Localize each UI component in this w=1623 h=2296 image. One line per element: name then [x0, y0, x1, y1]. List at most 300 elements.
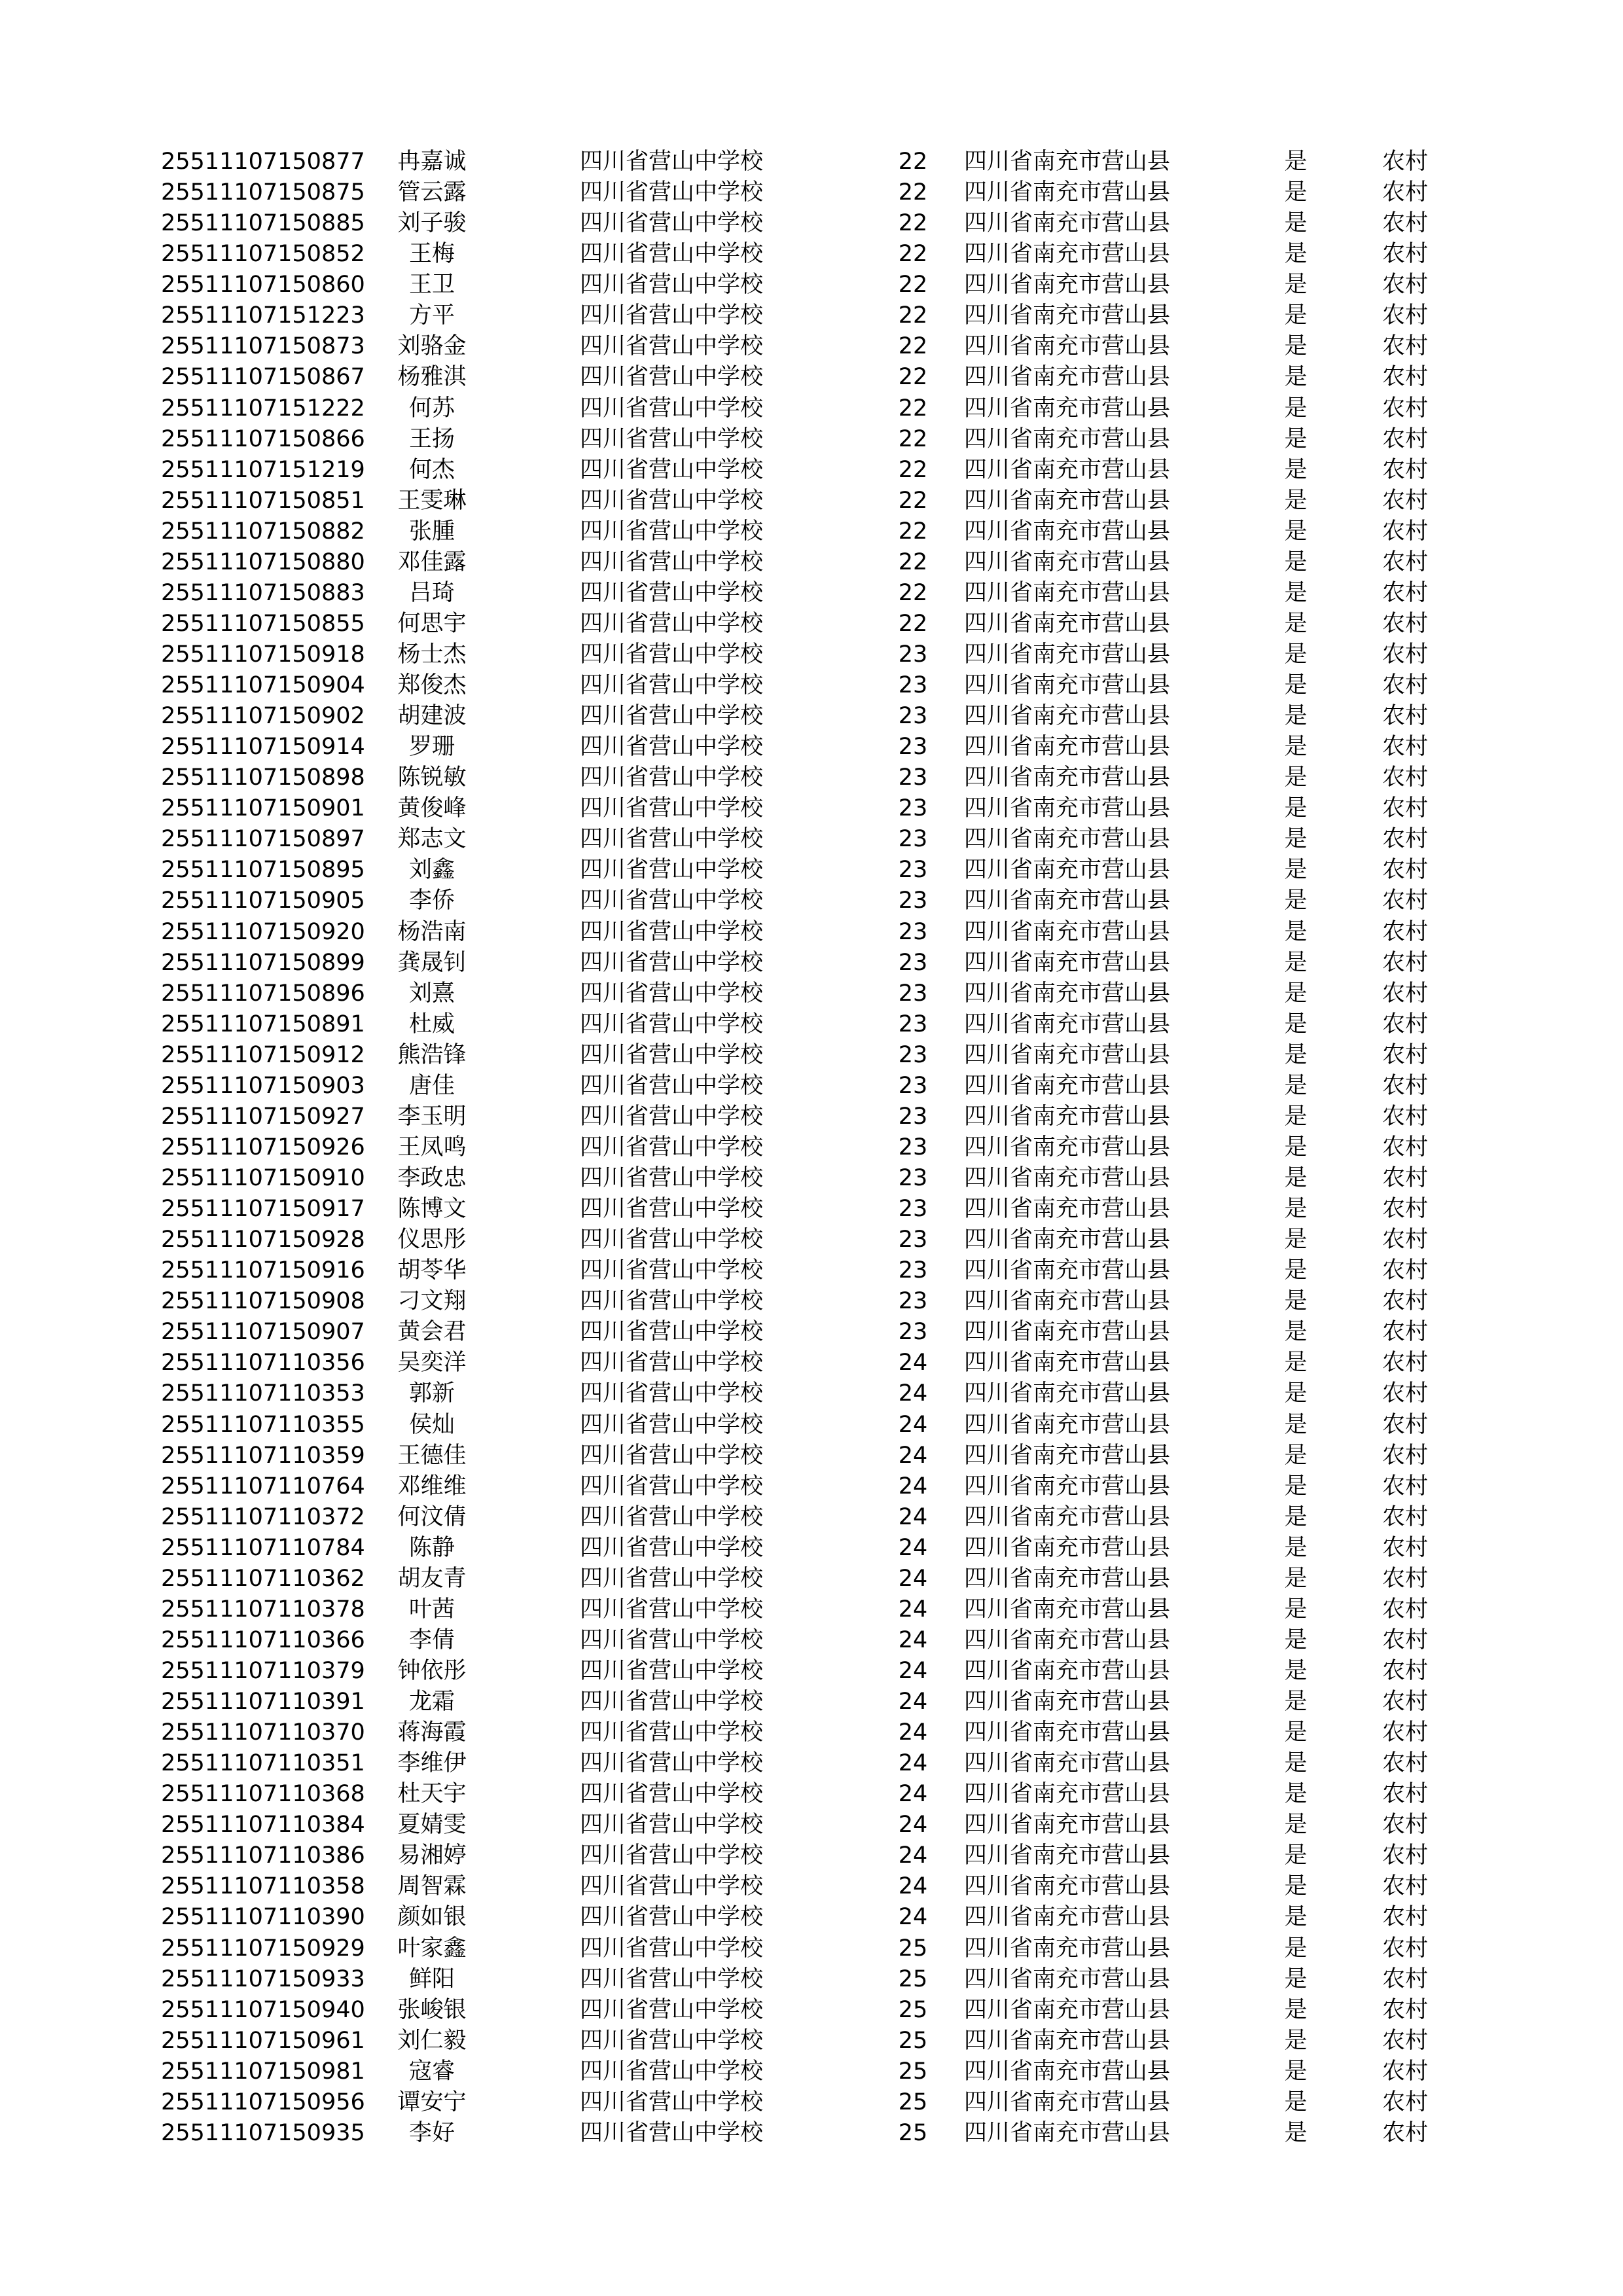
- row-school-cell: 四川省营山中学校: [580, 1534, 764, 1561]
- row-name-cell: 杨士杰: [397, 641, 467, 668]
- row-school-cell: 四川省营山中学校: [580, 1442, 764, 1469]
- row-id-cell: 25511107150926: [161, 1134, 365, 1160]
- row-name-cell: 易湘婷: [397, 1842, 467, 1869]
- row-name-cell: 吴奕洋: [397, 1350, 467, 1376]
- row-area-cell: 农村: [1382, 2058, 1429, 2085]
- row-name-cell: 陈静: [408, 1534, 455, 1561]
- row-area-cell: 农村: [1382, 949, 1429, 976]
- row-id-cell: 25511107150940: [161, 1996, 365, 2023]
- row-school-cell: 四川省营山中学校: [580, 1103, 764, 1130]
- row-region-cell: 四川省南充市营山县: [964, 610, 1171, 637]
- row-class-cell: 24: [898, 1380, 928, 1407]
- row-flag-cell: 是: [1284, 734, 1308, 761]
- row-region-cell: 四川省南充市营山县: [964, 1873, 1171, 1900]
- row-area-cell: 农村: [1382, 1257, 1429, 1284]
- row-id-cell: 25511107151223: [161, 302, 365, 329]
- row-region-cell: 四川省南充市营山县: [964, 1719, 1171, 1746]
- row-id-cell: 25511107150916: [161, 1257, 365, 1284]
- row-flag-cell: 是: [1284, 1935, 1308, 1962]
- row-id-cell: 25511107150860: [161, 272, 365, 298]
- row-id-cell: 25511107150851: [161, 487, 365, 514]
- table-row: [0, 2056, 1623, 2087]
- row-id-cell: 25511107150933: [161, 1965, 365, 1992]
- row-id-cell: 25511107110368: [161, 1781, 365, 1808]
- row-flag-cell: 是: [1284, 1565, 1308, 1592]
- row-region-cell: 四川省南充市营山县: [964, 1750, 1171, 1777]
- row-area-cell: 农村: [1382, 1565, 1429, 1592]
- row-id-cell: 25511107150877: [161, 149, 365, 175]
- row-class-cell: 24: [898, 1904, 928, 1931]
- row-id-cell: 25511107150907: [161, 1319, 365, 1346]
- row-area-cell: 农村: [1382, 1657, 1429, 1684]
- row-area-cell: 农村: [1382, 1750, 1429, 1777]
- row-area-cell: 农村: [1382, 333, 1429, 360]
- row-flag-cell: 是: [1284, 1996, 1308, 2023]
- row-school-cell: 四川省营山中学校: [580, 1873, 764, 1900]
- row-region-cell: 四川省南充市营山县: [964, 1565, 1171, 1592]
- row-id-cell: 25511107110379: [161, 1657, 365, 1684]
- row-region-cell: 四川省南充市营山县: [964, 672, 1171, 698]
- row-name-cell: 何汶倩: [397, 1503, 467, 1530]
- table-row: [0, 208, 1623, 239]
- row-class-cell: 23: [898, 949, 928, 976]
- row-flag-cell: 是: [1284, 487, 1308, 514]
- row-flag-cell: 是: [1284, 1842, 1308, 1869]
- row-area-cell: 农村: [1382, 518, 1429, 545]
- table-row: [0, 1255, 1623, 1286]
- row-id-cell: 25511107110356: [161, 1350, 365, 1376]
- table-row: [0, 948, 1623, 978]
- row-name-cell: 郭新: [408, 1380, 455, 1407]
- row-class-cell: 24: [898, 1534, 928, 1561]
- row-name-cell: 张峻银: [397, 1996, 467, 2023]
- row-region-cell: 四川省南充市营山县: [964, 1134, 1171, 1160]
- row-id-cell: 25511107150875: [161, 179, 365, 206]
- row-class-cell: 22: [898, 610, 928, 637]
- row-flag-cell: 是: [1284, 1227, 1308, 1253]
- row-id-cell: 25511107150935: [161, 2119, 365, 2146]
- row-name-cell: 唐佳: [408, 1072, 455, 1099]
- row-region-cell: 四川省南充市营山县: [964, 2119, 1171, 2146]
- table-row: [0, 1317, 1623, 1348]
- row-name-cell: 颜如银: [397, 1904, 467, 1931]
- row-id-cell: 25511107150902: [161, 703, 365, 730]
- table-row: [0, 732, 1623, 762]
- table-row: [0, 331, 1623, 362]
- row-name-cell: 何思宇: [397, 610, 467, 637]
- row-flag-cell: 是: [1284, 1626, 1308, 1653]
- row-name-cell: 谭安宁: [397, 2089, 467, 2115]
- row-region-cell: 四川省南充市营山县: [964, 1473, 1171, 1499]
- row-region-cell: 四川省南充市营山县: [964, 2089, 1171, 2115]
- table-row: [0, 978, 1623, 1009]
- table-row: [0, 1378, 1623, 1409]
- table-row: [0, 1656, 1623, 1687]
- table-row: [0, 639, 1623, 670]
- row-school-cell: 四川省营山中学校: [580, 1996, 764, 2023]
- row-region-cell: 四川省南充市营山县: [964, 1011, 1171, 1037]
- row-region-cell: 四川省南充市营山县: [964, 364, 1171, 391]
- table-row: [0, 362, 1623, 393]
- row-id-cell: 25511107150917: [161, 1196, 365, 1222]
- row-region-cell: 四川省南充市营山县: [964, 1041, 1171, 1068]
- row-region-cell: 四川省南充市营山县: [964, 302, 1171, 329]
- row-flag-cell: 是: [1284, 1719, 1308, 1746]
- row-school-cell: 四川省营山中学校: [580, 548, 764, 575]
- row-flag-cell: 是: [1284, 1041, 1308, 1068]
- row-id-cell: 25511107150897: [161, 826, 365, 853]
- row-area-cell: 农村: [1382, 1350, 1429, 1376]
- row-flag-cell: 是: [1284, 980, 1308, 1007]
- row-region-cell: 四川省南充市营山县: [964, 210, 1171, 237]
- row-flag-cell: 是: [1284, 2089, 1308, 2115]
- row-school-cell: 四川省营山中学校: [580, 888, 764, 914]
- row-flag-cell: 是: [1284, 1072, 1308, 1099]
- row-flag-cell: 是: [1284, 1689, 1308, 1715]
- row-region-cell: 四川省南充市营山县: [964, 1380, 1171, 1407]
- row-id-cell: 25511107110386: [161, 1842, 365, 1869]
- row-area-cell: 农村: [1382, 826, 1429, 853]
- row-flag-cell: 是: [1284, 1196, 1308, 1222]
- row-area-cell: 农村: [1382, 302, 1429, 329]
- row-region-cell: 四川省南充市营山县: [964, 1165, 1171, 1191]
- row-flag-cell: 是: [1284, 2119, 1308, 2146]
- row-region-cell: 四川省南充市营山县: [964, 1996, 1171, 2023]
- row-class-cell: 22: [898, 241, 928, 268]
- table-row: [0, 1564, 1623, 1594]
- row-flag-cell: 是: [1284, 1350, 1308, 1376]
- row-id-cell: 25511107150855: [161, 610, 365, 637]
- row-flag-cell: 是: [1284, 425, 1308, 452]
- row-flag-cell: 是: [1284, 1503, 1308, 1530]
- row-class-cell: 23: [898, 857, 928, 884]
- row-area-cell: 农村: [1382, 1719, 1429, 1746]
- row-class-cell: 23: [898, 641, 928, 668]
- row-flag-cell: 是: [1284, 857, 1308, 884]
- row-flag-cell: 是: [1284, 918, 1308, 945]
- row-id-cell: 25511107150910: [161, 1165, 365, 1191]
- row-flag-cell: 是: [1284, 364, 1308, 391]
- row-area-cell: 农村: [1382, 1380, 1429, 1407]
- row-id-cell: 25511107150867: [161, 364, 365, 391]
- table-row: [0, 177, 1623, 208]
- row-class-cell: 22: [898, 179, 928, 206]
- row-class-cell: 23: [898, 826, 928, 853]
- row-id-cell: 25511107110384: [161, 1812, 365, 1839]
- row-class-cell: 25: [898, 2119, 928, 2146]
- row-area-cell: 农村: [1382, 1873, 1429, 1900]
- row-id-cell: 25511107150912: [161, 1041, 365, 1068]
- row-class-cell: 22: [898, 395, 928, 422]
- row-school-cell: 四川省营山中学校: [580, 1842, 764, 1869]
- row-region-cell: 四川省南充市营山县: [964, 149, 1171, 175]
- row-name-cell: 邓佳露: [397, 548, 467, 575]
- row-region-cell: 四川省南充市营山县: [964, 2058, 1171, 2085]
- row-region-cell: 四川省南充市营山县: [964, 1196, 1171, 1222]
- table-row: [0, 1132, 1623, 1163]
- row-class-cell: 23: [898, 1227, 928, 1253]
- table-row: [0, 486, 1623, 516]
- table-row: [0, 239, 1623, 270]
- table-row: [0, 1163, 1623, 1194]
- row-area-cell: 农村: [1382, 548, 1429, 575]
- row-school-cell: 四川省营山中学校: [580, 1596, 764, 1623]
- table-row: [0, 1964, 1623, 1995]
- row-name-cell: 叶茜: [408, 1596, 455, 1623]
- row-flag-cell: 是: [1284, 764, 1308, 791]
- row-class-cell: 22: [898, 149, 928, 175]
- row-class-cell: 24: [898, 1626, 928, 1653]
- table-row: [0, 1810, 1623, 1840]
- table-row: [0, 1840, 1623, 1871]
- table-row: [0, 1071, 1623, 1102]
- row-name-cell: 叶家鑫: [397, 1935, 467, 1962]
- table-row: [0, 547, 1623, 578]
- row-name-cell: 刁文翔: [397, 1288, 467, 1315]
- row-flag-cell: 是: [1284, 1411, 1308, 1438]
- row-class-cell: 24: [898, 1411, 928, 1438]
- row-id-cell: 25511107150956: [161, 2089, 365, 2115]
- table-row: [0, 516, 1623, 547]
- row-name-cell: 罗珊: [408, 734, 455, 761]
- row-flag-cell: 是: [1284, 2027, 1308, 2054]
- row-region-cell: 四川省南充市营山县: [964, 641, 1171, 668]
- row-school-cell: 四川省营山中学校: [580, 949, 764, 976]
- row-area-cell: 农村: [1382, 1473, 1429, 1499]
- row-region-cell: 四川省南充市营山县: [964, 703, 1171, 730]
- row-area-cell: 农村: [1382, 1904, 1429, 1931]
- table-row: [0, 1410, 1623, 1441]
- row-area-cell: 农村: [1382, 1103, 1429, 1130]
- row-area-cell: 农村: [1382, 918, 1429, 945]
- row-flag-cell: 是: [1284, 1380, 1308, 1407]
- row-region-cell: 四川省南充市营山县: [964, 548, 1171, 575]
- table-row: [0, 1009, 1623, 1040]
- row-school-cell: 四川省营山中学校: [580, 210, 764, 237]
- row-name-cell: 刘鑫: [408, 857, 455, 884]
- row-id-cell: 25511107150885: [161, 210, 365, 237]
- row-class-cell: 25: [898, 2058, 928, 2085]
- row-region-cell: 四川省南充市营山县: [964, 1965, 1171, 1992]
- row-area-cell: 农村: [1382, 1442, 1429, 1469]
- row-name-cell: 龚晟钊: [397, 949, 467, 976]
- row-school-cell: 四川省营山中学校: [580, 1689, 764, 1715]
- table-row: [0, 824, 1623, 855]
- table-row: [0, 1871, 1623, 1902]
- row-name-cell: 周智霖: [397, 1873, 467, 1900]
- row-area-cell: 农村: [1382, 1534, 1429, 1561]
- row-id-cell: 25511107110366: [161, 1626, 365, 1653]
- table-row: [0, 1779, 1623, 1810]
- row-id-cell: 25511107150898: [161, 764, 365, 791]
- row-school-cell: 四川省营山中学校: [580, 1965, 764, 1992]
- row-flag-cell: 是: [1284, 210, 1308, 237]
- row-flag-cell: 是: [1284, 456, 1308, 483]
- table-row: [0, 1102, 1623, 1132]
- row-id-cell: 25511107150908: [161, 1288, 365, 1315]
- row-name-cell: 胡建波: [397, 703, 467, 730]
- row-region-cell: 四川省南充市营山县: [964, 1319, 1171, 1346]
- row-flag-cell: 是: [1284, 2058, 1308, 2085]
- row-school-cell: 四川省营山中学校: [580, 1350, 764, 1376]
- row-flag-cell: 是: [1284, 579, 1308, 606]
- row-school-cell: 四川省营山中学校: [580, 333, 764, 360]
- row-class-cell: 24: [898, 1842, 928, 1869]
- row-school-cell: 四川省营山中学校: [580, 2089, 764, 2115]
- row-name-cell: 王德佳: [397, 1442, 467, 1469]
- table-row: [0, 670, 1623, 701]
- table-row: [0, 762, 1623, 793]
- table-row: [0, 1594, 1623, 1625]
- row-class-cell: 23: [898, 888, 928, 914]
- row-flag-cell: 是: [1284, 795, 1308, 822]
- row-school-cell: 四川省营山中学校: [580, 149, 764, 175]
- row-name-cell: 杨雅淇: [397, 364, 467, 391]
- row-flag-cell: 是: [1284, 1596, 1308, 1623]
- table-row: [0, 1225, 1623, 1255]
- row-name-cell: 何苏: [408, 395, 455, 422]
- table-row: [0, 1502, 1623, 1533]
- row-name-cell: 王扬: [408, 425, 455, 452]
- row-flag-cell: 是: [1284, 1657, 1308, 1684]
- row-class-cell: 23: [898, 795, 928, 822]
- row-region-cell: 四川省南充市营山县: [964, 1103, 1171, 1130]
- row-region-cell: 四川省南充市营山县: [964, 1534, 1171, 1561]
- row-region-cell: 四川省南充市营山县: [964, 1072, 1171, 1099]
- row-area-cell: 农村: [1382, 1626, 1429, 1653]
- row-school-cell: 四川省营山中学校: [580, 1503, 764, 1530]
- row-class-cell: 22: [898, 333, 928, 360]
- row-class-cell: 24: [898, 1657, 928, 1684]
- row-area-cell: 农村: [1382, 1596, 1429, 1623]
- table-row: [0, 701, 1623, 732]
- row-school-cell: 四川省营山中学校: [580, 1657, 764, 1684]
- row-area-cell: 农村: [1382, 1134, 1429, 1160]
- row-area-cell: 农村: [1382, 795, 1429, 822]
- row-id-cell: 25511107150882: [161, 518, 365, 545]
- row-region-cell: 四川省南充市营山县: [964, 795, 1171, 822]
- table-row: [0, 1717, 1623, 1748]
- row-class-cell: 22: [898, 210, 928, 237]
- table-row: [0, 886, 1623, 916]
- row-area-cell: 农村: [1382, 579, 1429, 606]
- table-row: [0, 147, 1623, 177]
- row-school-cell: 四川省营山中学校: [580, 703, 764, 730]
- table-row: [0, 455, 1623, 486]
- row-id-cell: 25511107150901: [161, 795, 365, 822]
- row-region-cell: 四川省南充市营山县: [964, 241, 1171, 268]
- row-class-cell: 22: [898, 302, 928, 329]
- row-class-cell: 24: [898, 1473, 928, 1499]
- row-region-cell: 四川省南充市营山县: [964, 579, 1171, 606]
- row-id-cell: 25511107110355: [161, 1411, 365, 1438]
- row-region-cell: 四川省南充市营山县: [964, 1689, 1171, 1715]
- row-area-cell: 农村: [1382, 1411, 1429, 1438]
- row-region-cell: 四川省南充市营山县: [964, 734, 1171, 761]
- row-name-cell: 李政忠: [397, 1165, 467, 1191]
- row-area-cell: 农村: [1382, 395, 1429, 422]
- row-region-cell: 四川省南充市营山县: [964, 1904, 1171, 1931]
- row-name-cell: 陈博文: [397, 1196, 467, 1222]
- row-name-cell: 张腫: [408, 518, 455, 545]
- row-flag-cell: 是: [1284, 1288, 1308, 1315]
- row-area-cell: 农村: [1382, 1842, 1429, 1869]
- row-region-cell: 四川省南充市营山县: [964, 1288, 1171, 1315]
- row-flag-cell: 是: [1284, 1904, 1308, 1931]
- table-row: [0, 1348, 1623, 1378]
- table-row: [0, 1286, 1623, 1317]
- row-school-cell: 四川省营山中学校: [580, 1319, 764, 1346]
- row-school-cell: 四川省营山中学校: [580, 1565, 764, 1592]
- row-class-cell: 22: [898, 518, 928, 545]
- row-class-cell: 24: [898, 1503, 928, 1530]
- row-name-cell: 鲜阳: [408, 1965, 455, 1992]
- table-row: [0, 270, 1623, 300]
- row-area-cell: 农村: [1382, 425, 1429, 452]
- row-flag-cell: 是: [1284, 1965, 1308, 1992]
- row-school-cell: 四川省营山中学校: [580, 1411, 764, 1438]
- row-id-cell: 25511107150895: [161, 857, 365, 884]
- table-row: [0, 1902, 1623, 1933]
- row-region-cell: 四川省南充市营山县: [964, 1411, 1171, 1438]
- row-region-cell: 四川省南充市营山县: [964, 1626, 1171, 1653]
- row-school-cell: 四川省营山中学校: [580, 1781, 764, 1808]
- row-flag-cell: 是: [1284, 333, 1308, 360]
- row-flag-cell: 是: [1284, 179, 1308, 206]
- row-region-cell: 四川省南充市营山县: [964, 764, 1171, 791]
- row-id-cell: 25511107110370: [161, 1719, 365, 1746]
- row-flag-cell: 是: [1284, 672, 1308, 698]
- row-class-cell: 25: [898, 1935, 928, 1962]
- row-area-cell: 农村: [1382, 1996, 1429, 2023]
- row-name-cell: 郑志文: [397, 826, 467, 853]
- table-row: [0, 917, 1623, 948]
- row-class-cell: 23: [898, 1072, 928, 1099]
- row-school-cell: 四川省营山中学校: [580, 518, 764, 545]
- row-area-cell: 农村: [1382, 241, 1429, 268]
- row-region-cell: 四川省南充市营山县: [964, 456, 1171, 483]
- row-region-cell: 四川省南充市营山县: [964, 888, 1171, 914]
- row-class-cell: 23: [898, 703, 928, 730]
- row-class-cell: 23: [898, 1288, 928, 1315]
- row-region-cell: 四川省南充市营山县: [964, 179, 1171, 206]
- row-class-cell: 24: [898, 1565, 928, 1592]
- row-name-cell: 侯灿: [408, 1411, 455, 1438]
- row-region-cell: 四川省南充市营山县: [964, 333, 1171, 360]
- row-area-cell: 农村: [1382, 641, 1429, 668]
- row-school-cell: 四川省营山中学校: [580, 1196, 764, 1222]
- row-name-cell: 郑俊杰: [397, 672, 467, 698]
- table-row: [0, 1748, 1623, 1779]
- row-region-cell: 四川省南充市营山县: [964, 1812, 1171, 1839]
- row-region-cell: 四川省南充市营山县: [964, 272, 1171, 298]
- row-id-cell: 25511107110351: [161, 1750, 365, 1777]
- row-school-cell: 四川省营山中学校: [580, 1812, 764, 1839]
- row-class-cell: 22: [898, 364, 928, 391]
- row-flag-cell: 是: [1284, 518, 1308, 545]
- row-flag-cell: 是: [1284, 641, 1308, 668]
- row-flag-cell: 是: [1284, 1103, 1308, 1130]
- row-flag-cell: 是: [1284, 949, 1308, 976]
- row-region-cell: 四川省南充市营山县: [964, 395, 1171, 422]
- row-area-cell: 农村: [1382, 980, 1429, 1007]
- row-school-cell: 四川省营山中学校: [580, 826, 764, 853]
- row-name-cell: 刘仁毅: [397, 2027, 467, 2054]
- row-region-cell: 四川省南充市营山县: [964, 487, 1171, 514]
- row-area-cell: 农村: [1382, 487, 1429, 514]
- row-name-cell: 刘子骏: [397, 210, 467, 237]
- row-class-cell: 23: [898, 672, 928, 698]
